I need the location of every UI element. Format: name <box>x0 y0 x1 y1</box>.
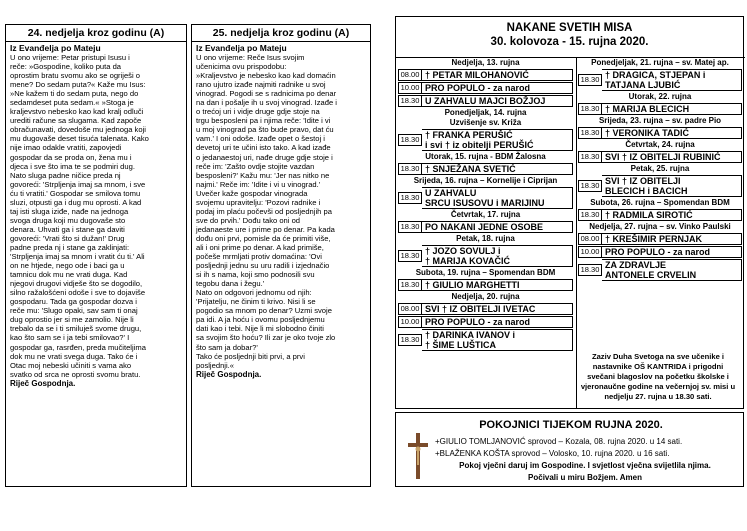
deceased-title: POKOJNICI TIJEKOM RUJNA 2020. <box>479 419 663 431</box>
mass-time: 18.30 <box>578 74 602 86</box>
mass-time: 18.30 <box>578 180 602 192</box>
gospel-ending: Riječ Gospodnja. <box>196 369 262 379</box>
schedule-day: Uzvišenje sv. Križa <box>449 118 522 127</box>
mass-row <box>578 259 742 281</box>
mass-row <box>398 221 573 233</box>
schedule-day: Srijeda, 23. rujna – sv. padre Pio <box>598 116 722 125</box>
mass-time: 08.00 <box>398 303 422 315</box>
mass-intention: SVI † IZ OBITELJI IVETAC <box>422 303 573 315</box>
mass-time: 18.30 <box>398 221 422 233</box>
schedule-day: Nedjelja, 13. rujna <box>451 58 520 67</box>
schedule-day: Nedjelja, 20. rujna <box>451 292 520 301</box>
schedule-day: Srijeda, 16. rujna – Kornelije i Ciprijan <box>413 176 558 185</box>
mass-intention: U ZAHVALU SRCU ISUSOVU i MARIJINU <box>422 187 573 209</box>
prayer-line: Pokoj vječni daruj im Gospodine. I svjetlost vječna svijetlila njima. <box>459 461 711 470</box>
mass-intention: PRO POPULO - za narod <box>422 82 573 94</box>
mass-row <box>398 187 573 209</box>
mass-time: 18.30 <box>578 127 602 139</box>
schedule-day: Četvrtak, 24. rujna <box>625 140 695 149</box>
mass-row <box>578 127 742 139</box>
gospel-text: U ono vrijeme: Petar pristupi Isusu i reče: »Gospodine, koliko puta da oprostim bratu svomu ako se ogriješi o mene? Do sedam puta?« Kaže mu Isus: »Ne kažem ti do sedam puta, nego do sedamdeset puta sedam.« »Stoga je kraljevstvo nebesko kao kad kralj odluči urediti račune sa slugama. Kad započe obračunavati, dovedoše mu jednoga koji mu dugovaše deset tisuća talenata. Kako nije imao odakle vratiti, zapovjedi gospodar da se proda on, žena mu i djeca i sve što ima te se podmiri dug. Nato sluga padne ničice preda nj govoreći: 'Strpljenja imaj sa mnom, i sve ću ti vratiti.' Gospodar se smilova tomu sluzi, otpusti ga i dug mu oprosti. A kad taj isti sluga iziđe, nađe na jednoga svoga druga koji mu dugovaše sto denara. Uhvati ga i stane ga daviti govoreći: 'Vrati što si dužan!' Drug padne preda nj i stane ga zaklinjati: 'Strpljenja imaj sa mnom i vratit ću ti.' Ali on ne htjede, nego ode i baci ga u tamnicu dok mu ne vrati duga. Kad njegovi drugovi vidješe što se dogodilo, silno ražalošćeni odoše i sve to dojaviše gospodaru. Tada ga gospodar dozva i reče mu: 'Slugo opaki, sav sam ti onaj dug oprostio jer si me zamolio. Nije li trebalo da se i ti smiluješ svome drugu, kao što sam se i ja tebi smilovao?' I gospodar ga, rasrđen, preda mučiteljima dok mu ne vrati svega duga. Tako će i Otac moj nebeski učiniti s vama ako svatko od srca ne oprosti svomu bratu. <box>10 53 149 379</box>
mass-row <box>398 82 573 94</box>
panel-title: NAKANE SVETIH MISA <box>506 22 633 34</box>
mass-time: 10.00 <box>398 82 422 94</box>
mass-intention: † DARINKA IVANOV i † ŠIME LUŠTICA <box>422 329 573 351</box>
gospel-column-25 <box>191 24 371 487</box>
mass-intention: † GIULIO MARGHETTI <box>422 279 573 291</box>
mass-time: 18.30 <box>578 264 602 276</box>
mass-intention: PRO POPULO - za narod <box>602 246 742 258</box>
column-header: 25. nedjelja kroz godinu (A) <box>192 25 370 42</box>
mass-intention: † MARIJA BLECICH <box>602 103 742 115</box>
divider <box>576 57 577 409</box>
mass-intention: SVI † IZ OBITELJI RUBINIĆ <box>602 151 742 163</box>
mass-intention: † KREŠIMIR PERNJAK <box>602 233 742 245</box>
mass-row <box>398 279 573 291</box>
mass-intention: † FRANKA PERUŠIĆ i svi † iz obitelji PERUŠIĆ <box>422 129 573 151</box>
deceased-entry: +BLAŽENKA KOŠTA sprovod – Volosko, 10. rujna 2020. u 16 sati. <box>435 449 670 458</box>
mass-intention: † RADMILA SIROTIĆ <box>602 209 742 221</box>
mass-row <box>578 175 742 197</box>
mass-time: 18.30 <box>578 151 602 163</box>
gospel-text: U ono vrijeme: Reče Isus svojim učenicima ovu prispodobu: »Kraljevstvo je nebesko kao kad domaćin rano ujutro izađe najmiti radnike u svoj vinograd. Pogodi se s radnicima po denar na dan i pošalje ih u svoj vinograd. Izađe i o trećoj uri i vidje druge gdje stoje na trgu besposleni pa i njima reče: 'Idite i vi u moj vinograd pa što bude pravo, dat ću vam.' I oni odoše. Izađe opet o šestoj i devetoj uri te učini isto tako. A kad izađe o jedanaestoj uri, nađe druge gdje stoje i reče im: 'Zašto ovdje stojite vazdan besposleni?' Kažu mu: 'Jer nas nitko ne najmi.' Reče im: 'Idite i vi u vinograd.' Uvečer kaže gospodar vinograda svojemu upravitelju: 'Pozovi radnike i podaj im plaću počevši od posljednjih pa sve do prvih.' Dođu tako oni od jedanaeste ure i prime po denar. Pa kada dođu oni prvi, pomisle da će primiti više, ali i oni prime po denar. A kad primiše, počeše mrmljati protiv domaćina: 'Ovi posljednji jednu su uru radili i izjednačio si ih s nama, koji smo podnosili svu tegobu dana i žegu.' Nato on odgovori jednomu od njih: 'Prijatelju, ne činim ti krivo. Nisi li se pogodio sa mnom po denar? Uzmi svoje pa idi. A ja hoću i ovomu posljednjemu dati kao i tebi. Nije li mi slobodno činiti sa svojim što hoću? Ili zar je oko tvoje zlo što sam ja dobar?' Tako će posljednji biti prvi, a prvi posljednji.« <box>196 53 337 370</box>
mass-time: 18.30 <box>398 334 422 346</box>
mass-row <box>578 151 742 163</box>
gospel-source: Iz Evanđelja po Mateju <box>10 43 101 53</box>
mass-intention: † VERONIKA TADIĆ <box>602 127 742 139</box>
prayer-line: Počivali u miru Božjem. Amen <box>528 473 642 482</box>
gospel-ending: Riječ Gospodnja. <box>10 378 76 388</box>
schedule-day: Subota, 26. rujna – Spomendan BDM <box>590 198 730 207</box>
gospel-source: Iz Evanđelja po Mateju <box>196 43 287 53</box>
crucifix-icon <box>408 433 428 479</box>
mass-time: 18.30 <box>578 209 602 221</box>
mass-row <box>398 245 573 267</box>
gospel-column-24 <box>5 24 187 487</box>
schedule-day: Subota, 19. rujna – Spomendan BDM <box>415 268 556 277</box>
schedule-day: Ponedjeljak, 14. rujna <box>444 108 527 117</box>
mass-row <box>578 103 742 115</box>
mass-row <box>578 233 742 245</box>
mass-intention: PO NAKANI JEDNE OSOBE <box>422 221 573 233</box>
mass-time: 18.30 <box>398 279 422 291</box>
mass-time: 08.00 <box>578 233 602 245</box>
mass-row <box>398 329 573 351</box>
column-header: 24. nedjelja kroz godinu (A) <box>6 25 186 42</box>
mass-intention: † JOZO SOVULJ i † MARIJA KOVAČIĆ <box>422 245 573 267</box>
panel-date-range: 30. kolovoza - 15. rujna 2020. <box>490 36 649 48</box>
mass-row <box>578 209 742 221</box>
mass-time: 18.30 <box>398 163 422 175</box>
mass-row <box>398 129 573 151</box>
mass-time: 18.30 <box>398 250 422 262</box>
mass-row <box>398 303 573 315</box>
mass-row <box>398 69 573 81</box>
mass-row <box>398 163 573 175</box>
mass-intention: U ZAHVALU MAJCI BOŽJOJ <box>422 95 573 107</box>
schedule-day: Utorak, 22. rujna <box>628 92 692 101</box>
schedule-day: Ponedjeljak, 21. rujna – sv. Matej ap. <box>591 58 729 67</box>
schedule-day: Utorak, 15. rujna - BDM Žalosna <box>425 152 546 161</box>
schedule-day: Četvrtak, 17. rujna <box>450 210 521 219</box>
mass-row <box>578 69 742 91</box>
mass-intention: ZA ZDRAVLJE ANTONELE CRVELIN <box>602 259 742 281</box>
mass-time: 10.00 <box>398 316 422 328</box>
schedule-right <box>578 58 742 282</box>
deceased-entry: +GIULIO TOMLJANOVIĆ sprovod – Kozala, 08. rujna 2020. u 14 sati. <box>435 437 683 446</box>
mass-intention: † SNJEŽANA SVETIĆ <box>422 163 573 175</box>
mass-row <box>398 95 573 107</box>
mass-time: 18.30 <box>398 134 422 146</box>
mass-intention: † DRAGICA, STJEPAN i TATJANA LJUBIĆ <box>602 69 742 91</box>
mass-row <box>398 316 573 328</box>
mass-intention: SVI † IZ OBITELJI BLECICH i BACICH <box>602 175 742 197</box>
mass-intention: PRO POPULO - za narod <box>422 316 573 328</box>
mass-intention: † PETAR MILOHANOVIĆ <box>422 69 573 81</box>
schedule-day: Petak, 25. rujna <box>630 164 690 173</box>
mass-row <box>578 246 742 258</box>
schedule-day: Petak, 18. rujna <box>456 234 515 243</box>
mass-time: 18.30 <box>578 103 602 115</box>
schedule-left <box>398 58 573 352</box>
schedule-day: Nedjelja, 27. rujna – sv. Vinko Paulski <box>589 222 731 231</box>
mass-time: 18.30 <box>398 95 422 107</box>
mass-time: 08.00 <box>398 69 422 81</box>
announcement-note: Zaziv Duha Svetoga na sve učenike i nastavnike OŠ KANTRIDA i prigodni svečani blagoslov na početku školske i vjeronaučne godine na večernjoj sv. misi u nedjelju 27. rujna u 18.30 sati. <box>580 352 736 401</box>
mass-time: 10.00 <box>578 246 602 258</box>
mass-time: 18.30 <box>398 192 422 204</box>
